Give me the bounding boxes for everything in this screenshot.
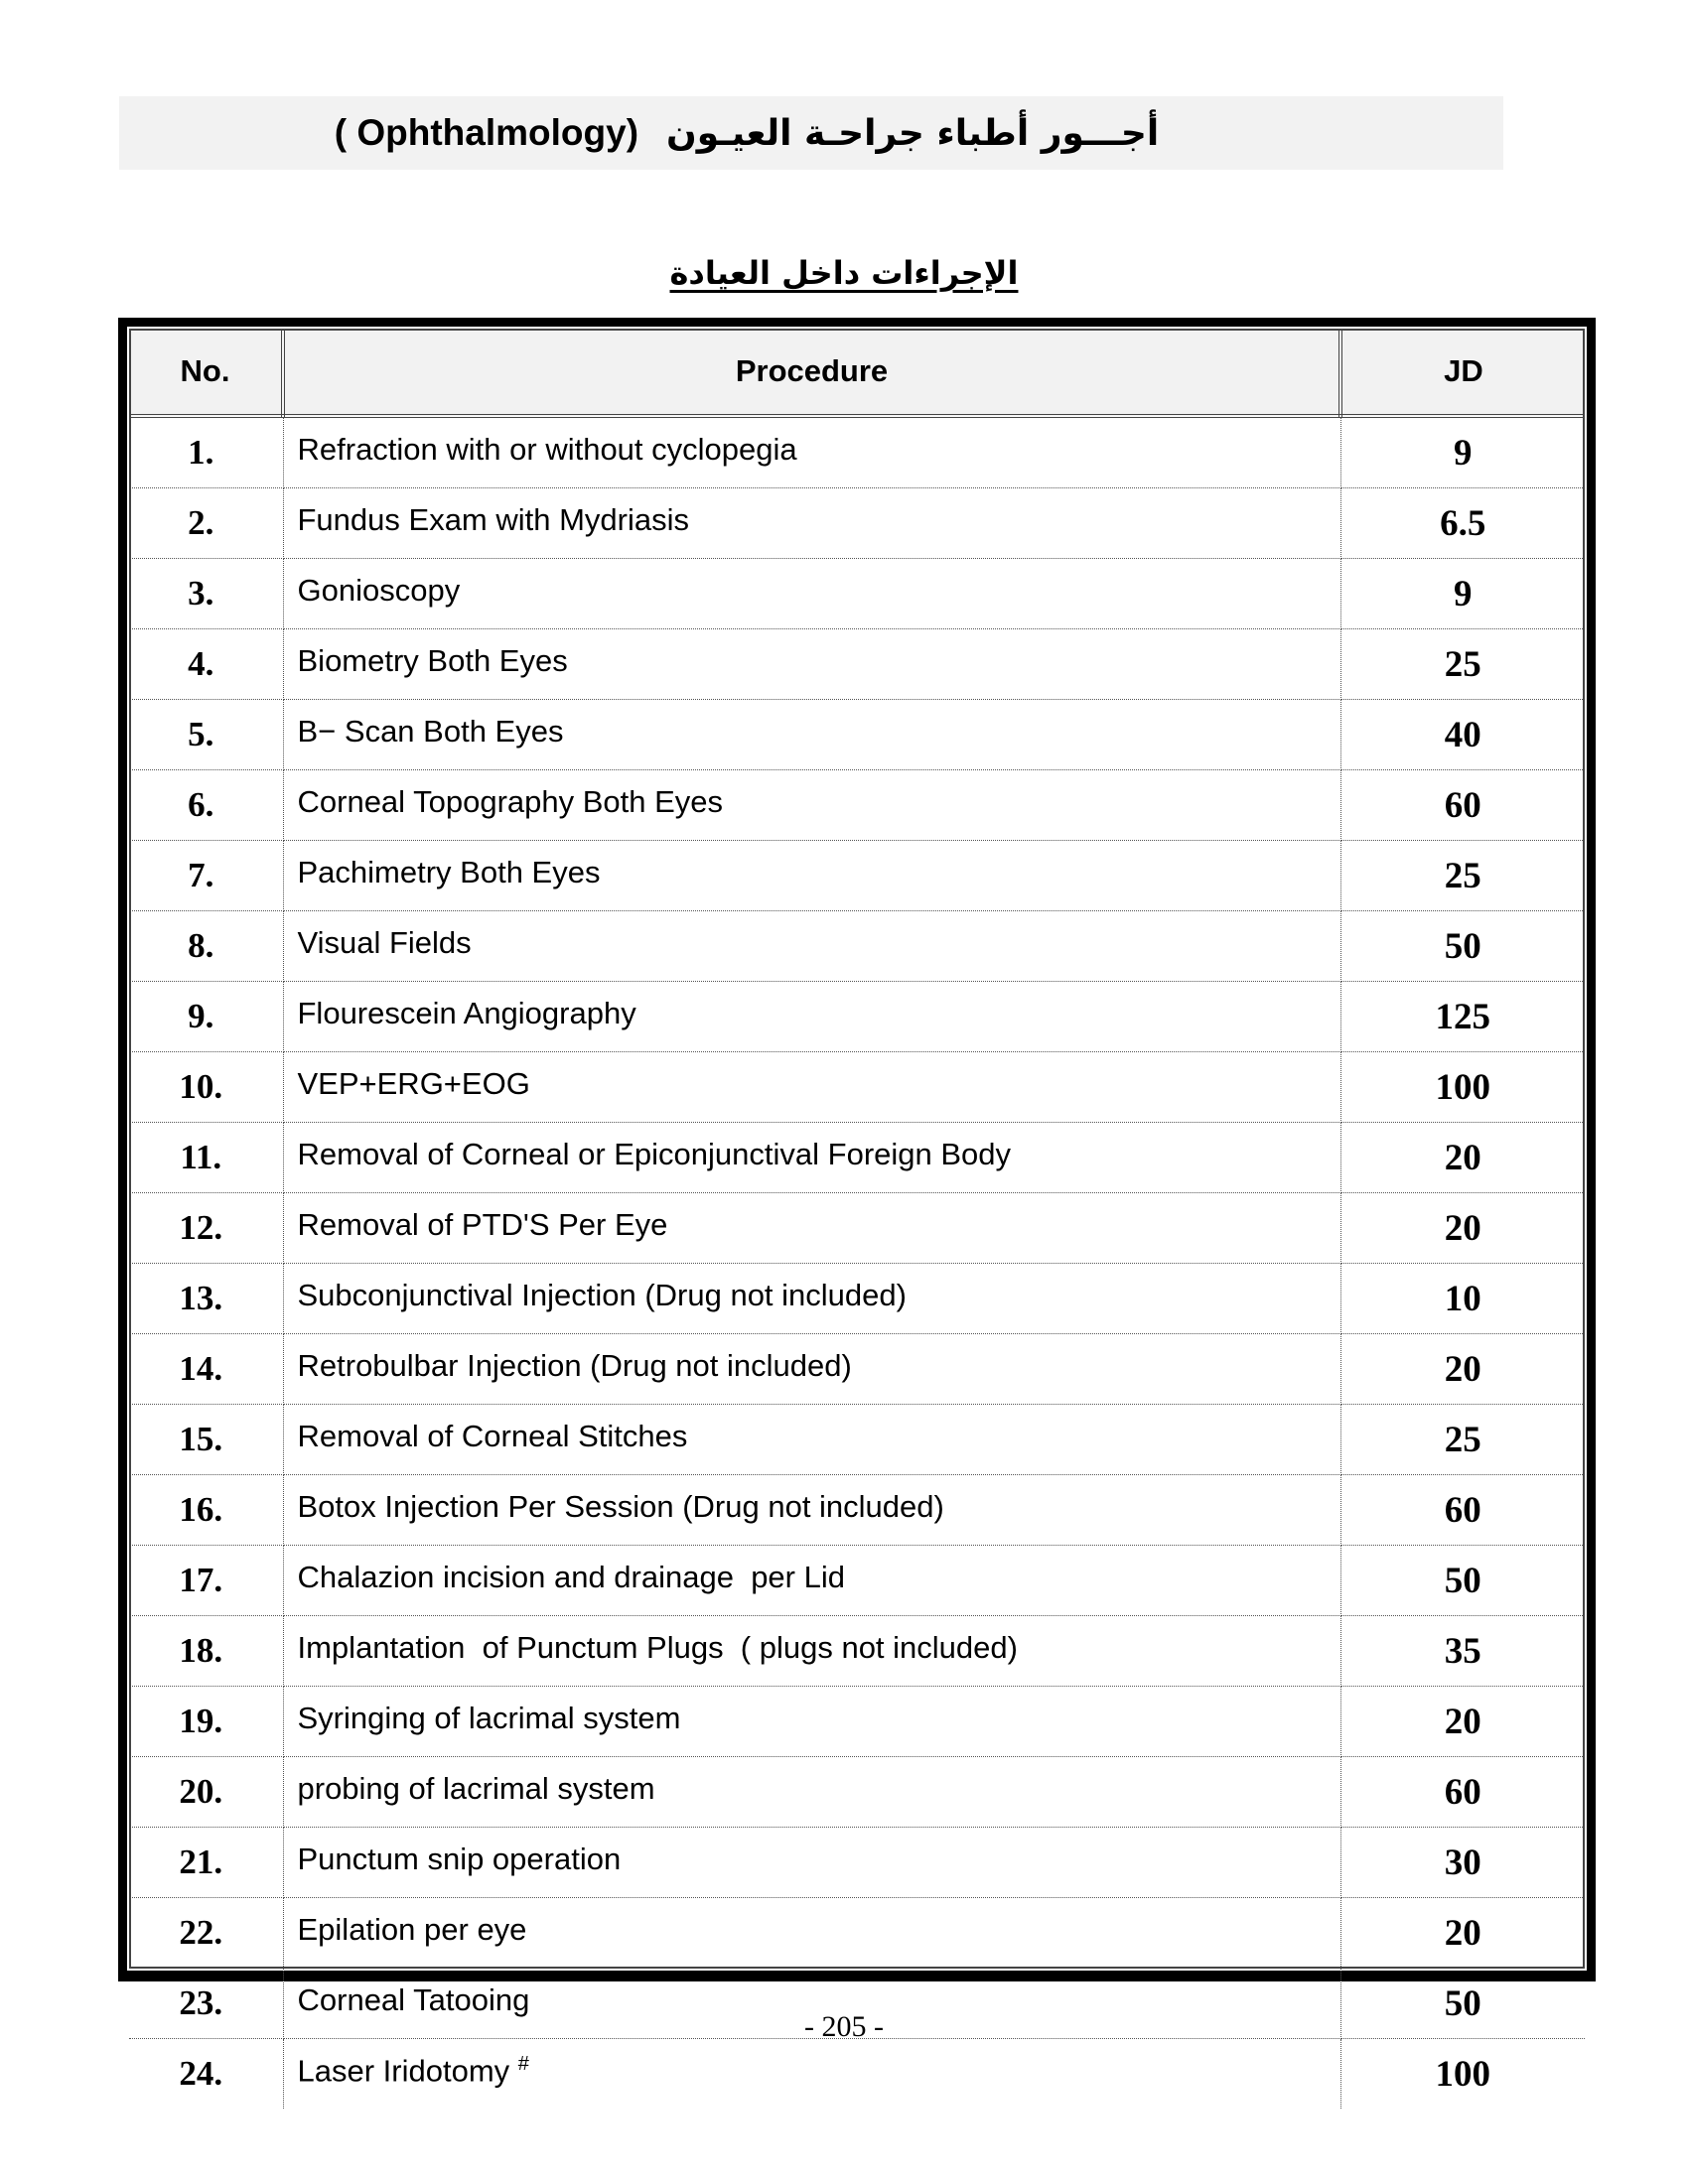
row-number: 18. [129,1616,283,1687]
table-row [129,1334,1585,1405]
table-row [129,2039,1585,2110]
row-number: 6. [129,770,283,841]
price-jd: 25 [1340,1405,1585,1475]
row-number: 11. [129,1123,283,1193]
procedure-name: Implantation of Punctum Plugs ( plugs not included) [283,1616,1340,1687]
procedure-name: probing of lacrimal system [283,1757,1340,1828]
table-row [129,700,1585,770]
row-number: 9. [129,982,283,1052]
page-title [119,96,1503,170]
table-row [129,911,1585,982]
procedure-name: Visual Fields [283,911,1340,982]
price-jd: 35 [1340,1616,1585,1687]
procedure-name: Pachimetry Both Eyes [283,841,1340,911]
procedure-name: Punctum snip operation [283,1828,1340,1898]
price-jd: 100 [1340,1052,1585,1123]
price-jd: 9 [1340,559,1585,629]
row-number: 2. [129,488,283,559]
row-number: 5. [129,700,283,770]
procedure-name: Removal of Corneal Stitches [283,1405,1340,1475]
procedure-name: Retrobulbar Injection (Drug not included) [283,1334,1340,1405]
procedure-name: Corneal Tatooing [283,1969,1340,2039]
price-jd: 60 [1340,1757,1585,1828]
procedure-name: Flourescein Angiography [283,982,1340,1052]
price-jd: 20 [1340,1687,1585,1757]
price-jd: 10 [1340,1264,1585,1334]
price-jd: 25 [1340,841,1585,911]
row-number: 16. [129,1475,283,1546]
row-number: 14. [129,1334,283,1405]
table-row [129,1475,1585,1546]
price-jd: 20 [1340,1193,1585,1264]
procedures-table [129,329,1585,2109]
page-title-english: ( Ophthalmology) [334,112,639,153]
procedure-name: Subconjunctival Injection (Drug not included) [283,1264,1340,1334]
price-jd: 40 [1340,700,1585,770]
table-row [129,1264,1585,1334]
table-row [129,982,1585,1052]
table-row [129,1616,1585,1687]
row-number: 22. [129,1898,283,1969]
row-number: 8. [129,911,283,982]
price-jd: 50 [1340,1546,1585,1616]
procedure-name: Botox Injection Per Session (Drug not included) [283,1475,1340,1546]
row-number: 24. [129,2039,283,2110]
procedure-name [283,2039,1340,2110]
table-row [129,629,1585,700]
row-number: 23. [129,1969,283,2039]
table-row [129,1405,1585,1475]
price-jd: 125 [1340,982,1585,1052]
table-row [129,559,1585,629]
row-number: 21. [129,1828,283,1898]
title-banner [119,96,1503,170]
procedure-name: Gonioscopy [283,559,1340,629]
procedure-name: B− Scan Both Eyes [283,700,1340,770]
row-number: 3. [129,559,283,629]
table-header-row [129,329,1585,416]
price-jd: 60 [1340,770,1585,841]
price-jd: 25 [1340,629,1585,700]
row-number: 13. [129,1264,283,1334]
footnote-marker: # [517,2052,529,2075]
procedure-name: VEP+ERG+EOG [283,1052,1340,1123]
row-number: 10. [129,1052,283,1123]
procedure-name: Removal of Corneal or Epiconjunctival Foreign Body [283,1123,1340,1193]
table-row [129,1052,1585,1123]
procedure-name: Epilation per eye [283,1898,1340,1969]
section-subtitle-text: الإجراءات داخل العيادة [669,254,1019,292]
column-header-procedure: Procedure [283,329,1340,416]
table-row [129,1687,1585,1757]
price-jd: 60 [1340,1475,1585,1546]
price-jd: 50 [1340,1969,1585,2039]
price-jd: 20 [1340,1898,1585,1969]
price-jd: 20 [1340,1334,1585,1405]
price-jd: 20 [1340,1123,1585,1193]
table-row [129,1193,1585,1264]
page-number: - 205 - [804,2010,884,2043]
row-number: 17. [129,1546,283,1616]
row-number: 15. [129,1405,283,1475]
price-jd: 6.5 [1340,488,1585,559]
table-row [129,488,1585,559]
row-number: 4. [129,629,283,700]
procedure-name: Biometry Both Eyes [283,629,1340,700]
table-row [129,416,1585,488]
row-number: 7. [129,841,283,911]
table-row [129,770,1585,841]
procedure-name: Chalazion incision and drainage per Lid [283,1546,1340,1616]
procedure-name: Removal of PTD'S Per Eye [283,1193,1340,1264]
section-subtitle [0,254,1688,292]
table-row [129,1546,1585,1616]
price-jd: 9 [1340,416,1585,488]
price-jd: 100 [1435,2053,1490,2095]
table-row [129,1123,1585,1193]
procedure-name: Refraction with or without cyclopegia [283,416,1340,488]
procedure-name: Corneal Topography Both Eyes [283,770,1340,841]
page-title-arabic: أجـــور أطباء جراحـة العيـون [666,112,1160,154]
price-jd: 50 [1340,911,1585,982]
procedure-name: Fundus Exam with Mydriasis [283,488,1340,559]
table-row [129,841,1585,911]
row-number: 19. [129,1687,283,1757]
table-row [129,1898,1585,1969]
procedure-name: Syringing of lacrimal system [283,1687,1340,1757]
row-number: 1. [129,416,283,488]
row-number: 12. [129,1193,283,1264]
column-header-no: No. [129,329,283,416]
table-row [129,1757,1585,1828]
procedure-name-text: Laser Iridotomy [297,2053,518,2089]
row-number: 20. [129,1757,283,1828]
table-row [129,1828,1585,1898]
column-header-jd: JD [1340,329,1585,416]
price-jd: 30 [1340,1828,1585,1898]
